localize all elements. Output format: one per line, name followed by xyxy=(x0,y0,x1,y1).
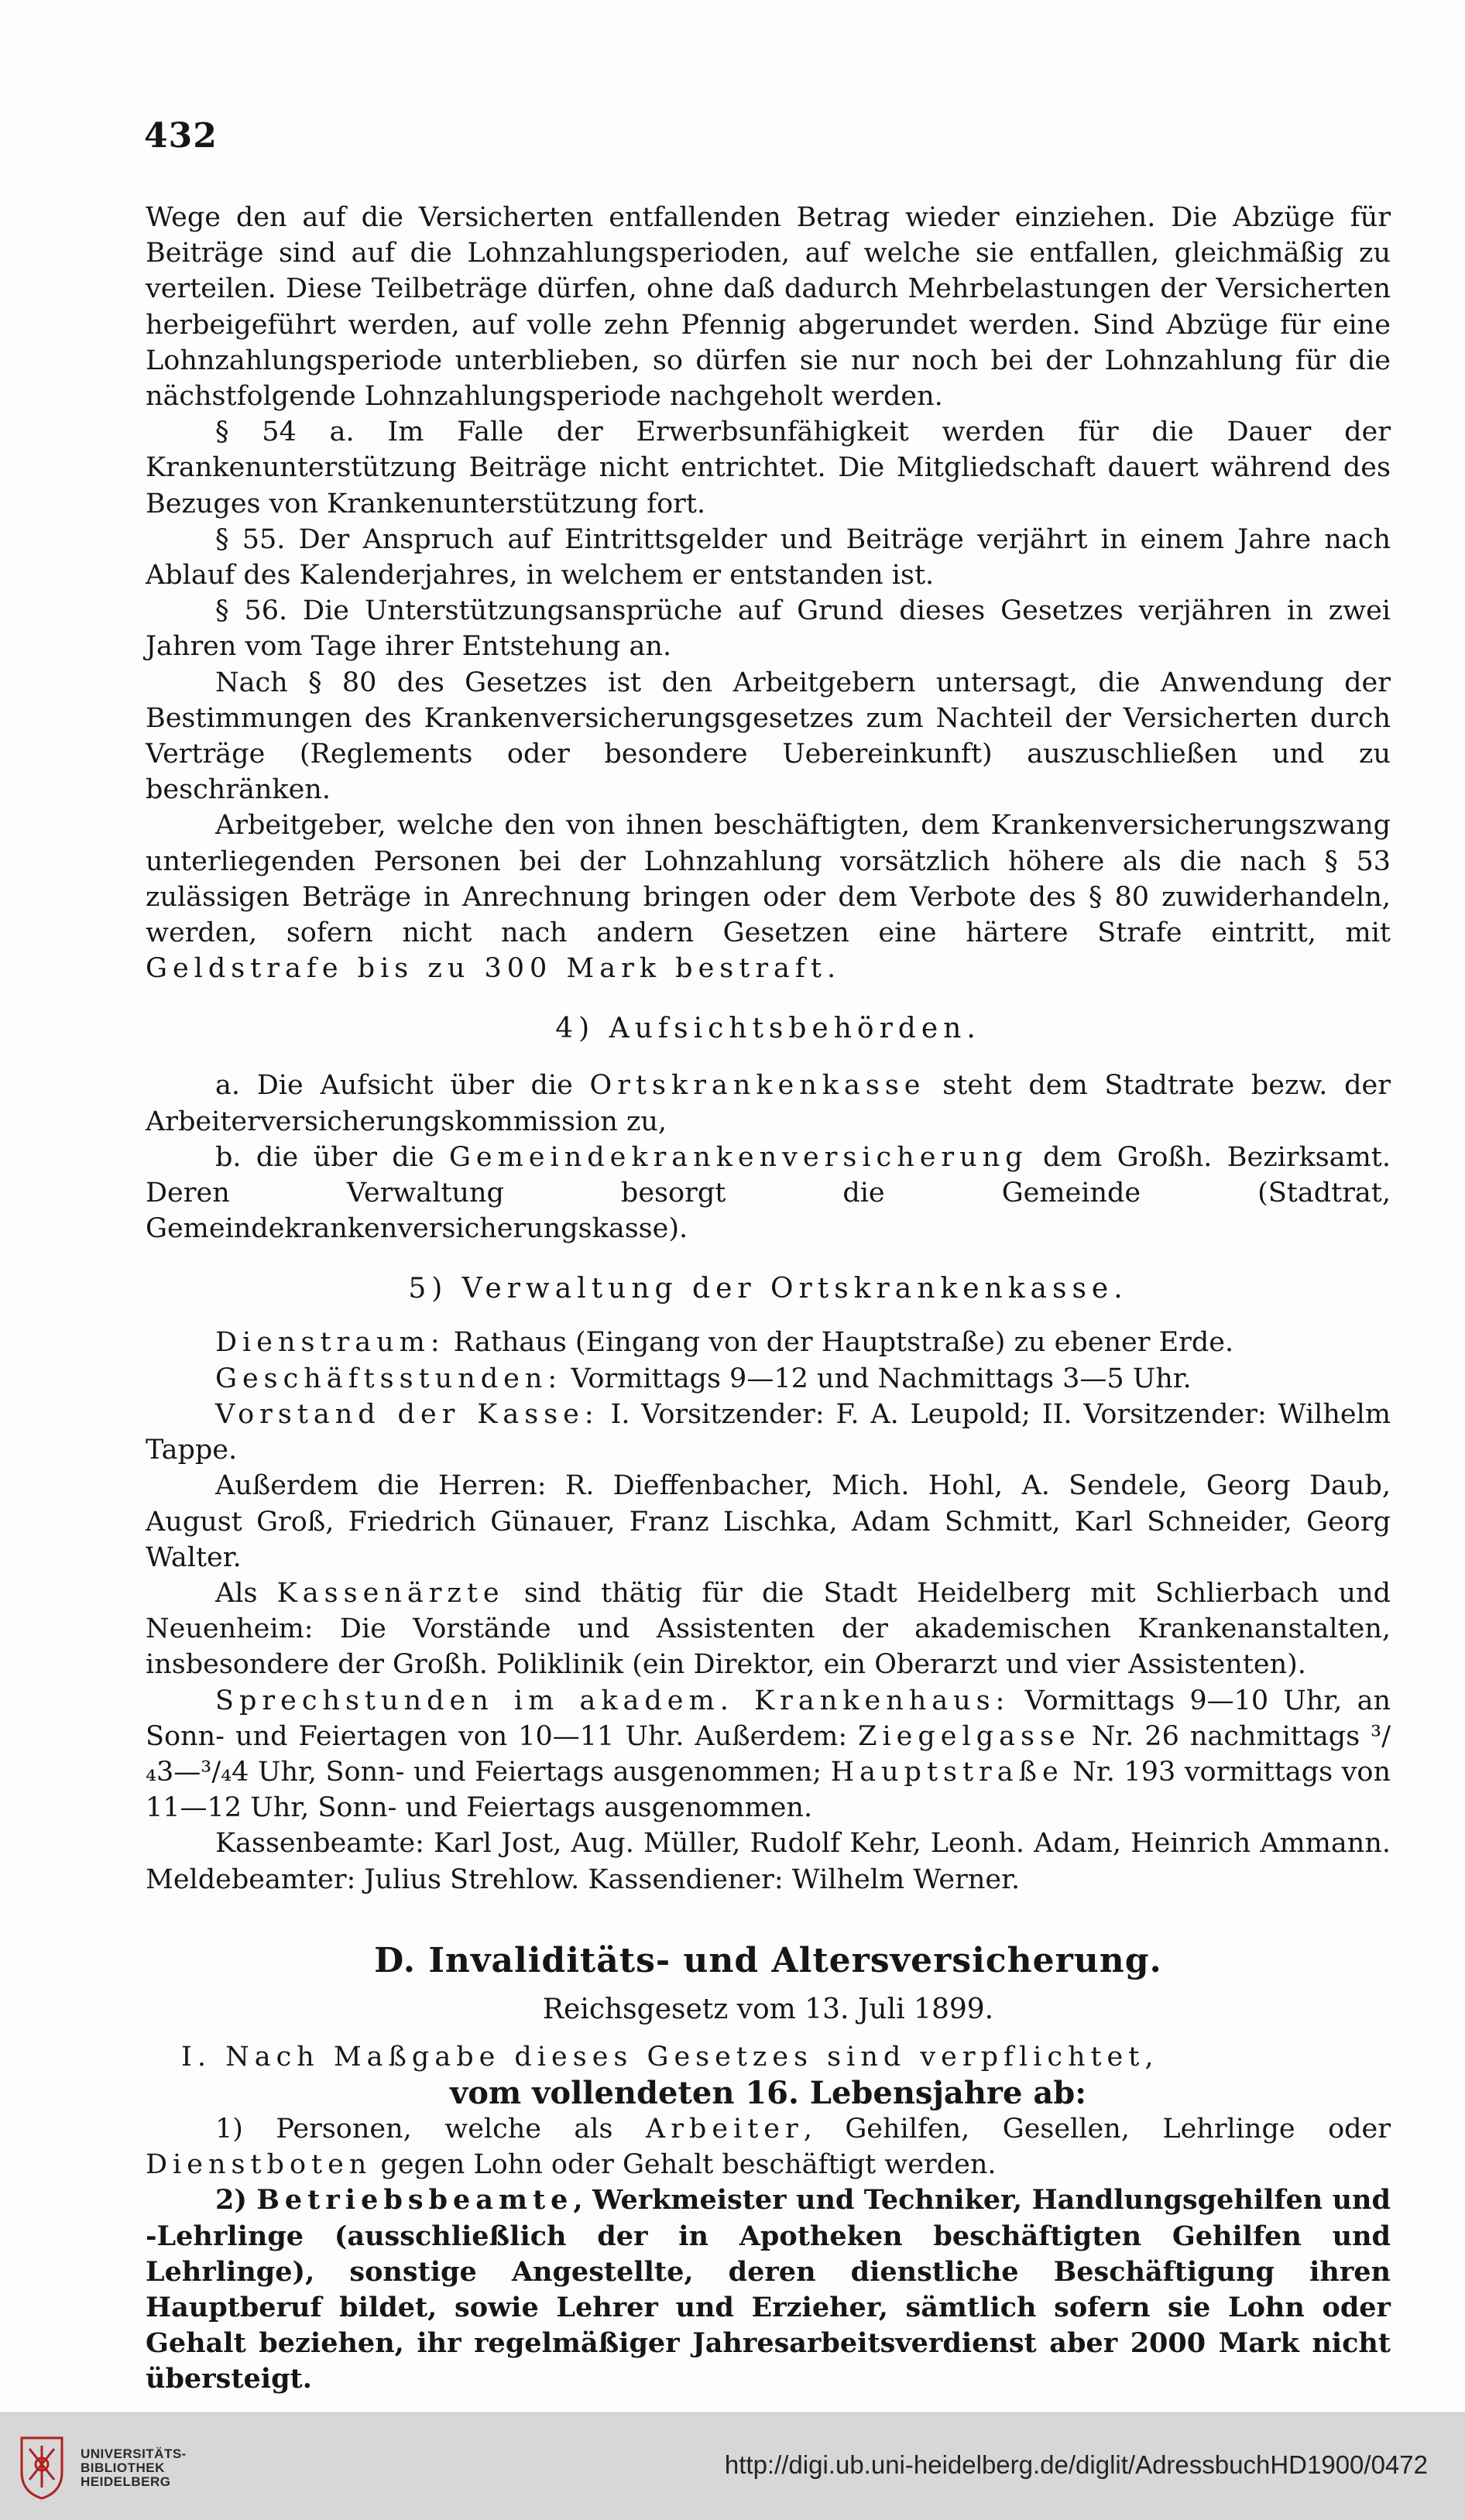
library-footer xyxy=(0,2412,1465,2520)
section-4-item-b: b. die über die Gemeindekrankenversicherung dem Großh. Bezirksamt. Deren Verwaltung besorgt die Gemeinde (Stadtrat, Gemeindekrankenversicherungskasse). xyxy=(146,1141,1391,1245)
dienstraum-line: Dienstraum: Rathaus (Eingang von der Hauptstraße) zu ebener Erde. xyxy=(215,1327,1234,1359)
section-D-I: I. Nach Maßgabe dieses Gesetzes sind verpflichtet, xyxy=(181,2041,1159,2073)
arbeitgeber-text: Arbeitgeber, welche den von ihnen beschäftigten, dem Krankenversicherungszwang unterliegenden Personen bei der Lohnzahlung vorsätzlich höhere als die nach § 53 zulässigen Beträge in Anrechnung bringen oder dem Verbote des § 80 zuwiderhandeln, werden, sofern nicht nach andern Gesetzen eine härtere Strafe eintritt, mit xyxy=(146,810,1391,949)
paragraph-80: Nach § 80 des Gesetzes ist den Arbeitgebern untersagt, die Anwendung der Bestimmungen des Krankenversicherungsgesetzes zum Nachteil der Versicherten durch Verträge (Reglements oder besondere Uebereinkunft) auszuschließen und zu beschränken. xyxy=(146,667,1391,806)
kassenbeamte-line: Kassenbeamte: Karl Jost, Aug. Müller, Rudolf Kehr, Leonh. Adam, Heinrich Ammann. Meldebeamter: Julius Strehlow. Kassendiener: Wilhelm Werner. xyxy=(146,1828,1391,1895)
paragraph-54a: § 54 a. Im Falle der Erwerbsunfähigkeit werden für die Dauer der Krankenunterstützung Beiträge nicht entrichtet. Die Mitgliedschaft dauert während des Bezuges von Krankenunterstützung fort. xyxy=(146,417,1391,519)
section-D-law: Reichsgesetz vom 13. Juli 1899. xyxy=(542,1993,994,2025)
source-url[interactable]: http://digi.ub.uni-heidelberg.de/diglit/AdressbuchHD1900/0472 xyxy=(724,2450,1428,2479)
section-D-item-1: 1) Personen, welche als Arbeiter, Gehilfen, Gesellen, Lehrlinge oder Dienstboten gegen Lohn oder Gehalt beschäftigt werden. xyxy=(146,2113,1391,2181)
paragraph-arbeitgeber xyxy=(146,807,1391,986)
geschaeftsstunden-line: Geschäftsstunden: Vormittags 9—12 und Nachmittags 3—5 Uhr. xyxy=(215,1363,1192,1394)
sprechstunden-line: Sprechstunden im akadem. Krankenhaus: Vormittags 9—10 Uhr, an Sonn- und Feiertagen von 10—11 Uhr. Außerdem: Ziegelgasse Nr. 26 nachmittags ³/₄3—³/₄4 Uhr, Sonn- und Feiertags ausgenommen; Hauptstraße Nr. 193 vormittags von 11—12 Uhr, Sonn- und Feiertags ausgenommen. xyxy=(146,1685,1391,1824)
section-4-item-a: a. Die Aufsicht über die Ortskrankenkasse steht dem Stadtrate bezw. der Arbeiterversicherungskommission zu, xyxy=(146,1070,1391,1137)
section-D-I-sub: vom vollendeten 16. Lebensjahre ab: xyxy=(449,2074,1087,2111)
page-body xyxy=(146,200,1391,2398)
kassenaerzte-line: Als Kassenärzte sind thätig für die Stadt Heidelberg mit Schlierbach und Neuenheim: Die Vorstände und Assistenten der akademischen Krankenanstalten, insbesondere der Großh. Poliklinik (ein Direktor, ein Oberarzt und vier Assistenten). xyxy=(146,1577,1391,1681)
vorstand-line: Vorstand der Kasse: I. Vorsitzender: F. A. Leupold; II. Vorsitzender: Wilhelm Tappe. xyxy=(146,1398,1391,1466)
section-4-heading: 4) Aufsichtsbehörden. xyxy=(555,1013,981,1045)
library-name: UNIVERSITÄTS- BIBLIOTHEK HEIDELBERG xyxy=(81,2446,187,2489)
herren-line: Außerdem die Herren: R. Dieffenbacher, Mich. Hohl, A. Sendele, Georg Daub, August Groß, Friedrich Günauer, Franz Lischka, Adam Schmitt, Karl Schneider, Georg Walter. xyxy=(146,1470,1391,1573)
paragraph-55: § 55. Der Anspruch auf Eintrittsgelder und Beiträge verjährt in einem Jahre nach Ablauf des Kalenderjahres, in welchem er entstanden ist. xyxy=(146,523,1391,591)
arbeitgeber-penalty: Geldstrafe bis zu 300 Mark bestraft. xyxy=(146,953,842,985)
section-D-heading: D. Invaliditäts- und Altersversicherung. xyxy=(374,1940,1162,1980)
page-number: 432 xyxy=(144,116,218,156)
paragraph-continuation: Wege den auf die Versicherten entfallenden Betrag wieder einziehen. Die Abzüge für Beiträge sind auf die Lohnzahlungsperioden, auf welche sie entfallen, gleichmäßig zu verteilen. Diese Teilbeträge dürfen, ohne daß dadurch Mehrbelastungen der Versicherten herbeigeführt werden, auf volle zehn Pfennig abgerundet werden. Sind Abzüge für eine Lohnzahlungsperiode unterblieben, so dürfen sie nur noch bei der Lohnzahlung für die nächstfolgende Lohnzahlungsperiode nachgeholt werden. xyxy=(146,202,1391,413)
university-seal-icon xyxy=(15,2433,68,2501)
paragraph-56: § 56. Die Unterstützungsansprüche auf Grund dieses Gesetzes verjähren in zwei Jahren vom Tage ihrer Entstehung an. xyxy=(146,595,1391,663)
section-5-heading: 5) Verwaltung der Ortskrankenkasse. xyxy=(408,1273,1128,1305)
section-D-item-2: 2) Betriebsbeamte, Werkmeister und Techniker, Handlungsgehilfen und -Lehrlinge (ausschließlich der in Apotheken beschäftigten Gehilfen und Lehrlinge), sonstige Angestellte, deren dienstliche Beschäftigung ihren Hauptberuf bildet, sowie Lehrer und Erzieher, sämtlich sofern sie Lohn oder Gehalt beziehen, ihr regelmäßiger Jahresarbeitsverdienst aber 2000 Mark nicht übersteigt. xyxy=(146,2184,1391,2395)
